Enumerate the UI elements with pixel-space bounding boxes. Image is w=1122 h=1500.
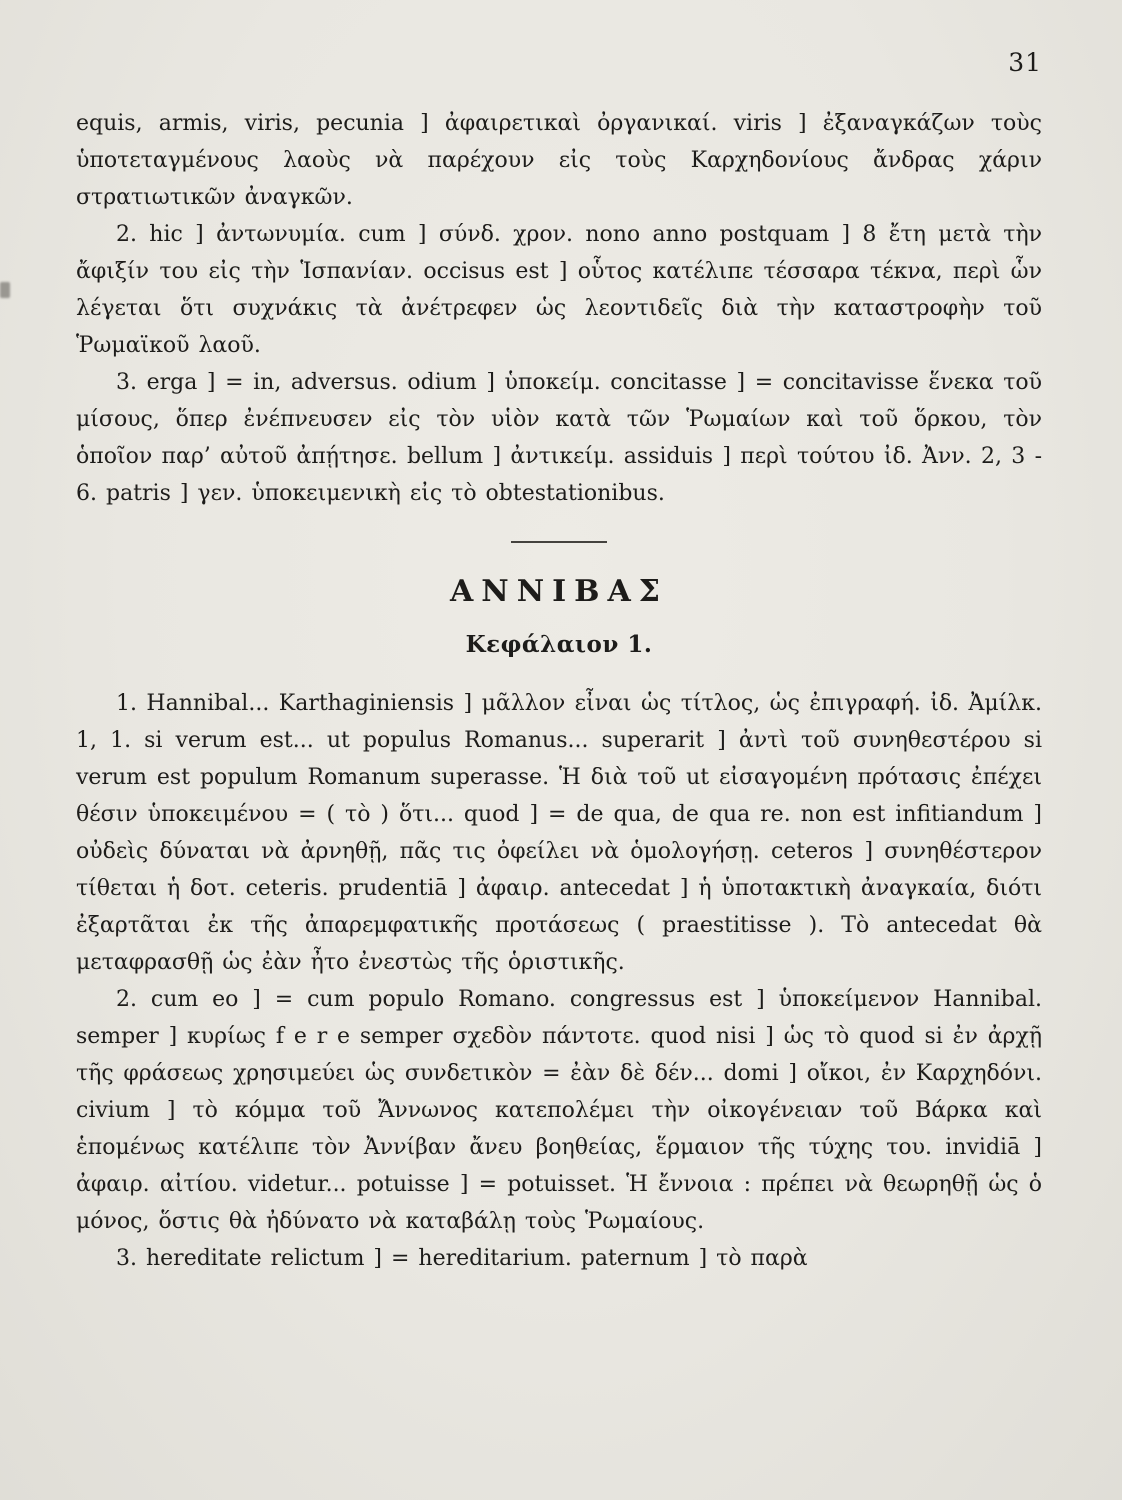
commentary-paragraph-equis: equis, armis, viris, pecunia ] ἀφαιρετικαὶ ὀργανικαί. viris ] ἐξαναγκάζων τοὺς ὑποτεταγμένους λαοὺς νὰ παρέχουν εἰς τοὺς Καρχηδονίους ἄνδρας χάριν στρατιωτικῶν ἀναγκῶν. xyxy=(76,111,1042,210)
chapter-paragraph-3-hereditate: 3. hereditate relictum ] = hereditarium. paternum ] τὸ παρὰ xyxy=(116,1246,808,1272)
chapter-body xyxy=(76,685,1042,1277)
chapter-subtitle: Κεφάλαιον 1. xyxy=(465,631,653,658)
commentary-paragraph-2-hic: 2. hic ] ἀντωνυμία. cum ] σύνδ. χρον. nono anno postquam ] 8 ἔτη μετὰ τὴν ἄφιξίν του εἰς τὴν Ἱσπανίαν. occisus est ] οὗτος κατέλιπε τέσσαρα τέκνα, περὶ ὧν λέγεται ὅτι συχνάκις τὰ ἀνέτρεφεν ὡς λεοντιδεῖς διὰ τὴν καταστροφὴν τοῦ Ῥωμαϊκοῦ λαοῦ. xyxy=(76,222,1042,358)
page-number: 31 xyxy=(1008,48,1042,77)
commentary-paragraph-3-erga: 3. erga ] = in, adversus. odium ] ὑποκείμ. concitasse ] = concitavisse ἕνεκα τοῦ μίσους, ὅπερ ἐνέπνευσεν εἰς τὸν υἱὸν κατὰ τῶν Ῥωμαίων καὶ τοῦ ὅρκου, τὸν ὁποῖον παρ’ αὐτοῦ ἀπῄτησε. bellum ] ἀντικείμ. assiduis ] περὶ τούτου ἰδ. Ἀνν. 2, 3 - 6. patris ] γεν. ὑποκειμενικὴ εἰς τὸ obtestationibus. xyxy=(76,370,1042,506)
chapter-paragraph-1-hannibal: 1. Hannibal... Karthaginiensis ] μᾶλλον εἶναι ὡς τίτλος, ὡς ἐπιγραφή. ἰδ. Ἀμίλκ. 1, 1. si verum est... ut populus Romanus... superarit ] ἀντὶ τοῦ συνηθεστέρου si verum est populum Romanum superasse. Ἡ διὰ τοῦ ut εἰσαγομένη πρότασις ἐπέχει θέσιν ὑποκειμένου = ( τὸ ) ὅτι... quod ] = de qua, de qua re. non est infitiandum ] οὐδεὶς δύναται νὰ ἀρνηθῇ, πᾶς τις ὀφείλει νὰ ὁμολογήσῃ. ceteros ] συνηθέστερον τίθεται ἡ δοτ. ceteris. prudentiā ] ἀφαιρ. antecedat ] ἡ ὑποτακτικὴ ἀναγκαία, διότι ἐξαρτᾶται ἐκ τῆς ἀπαρεμφατικῆς προτάσεως ( praestitisse ). Τὸ antecedat θὰ μεταφρασθῇ ὡς ἐὰν ἦτο ἐνεστὼς τῆς ὁριστικῆς. xyxy=(76,691,1042,976)
chapter-paragraph-2-cum-eo: 2. cum eo ] = cum populo Romano. congressus est ] ὑποκείμενον Hannibal. semper ] κυρίως f e r e semper σχεδὸν πάντοτε. quod nisi ] ὡς τὸ quod si ἐν ἀρχῇ τῆς φράσεως χρησιμεύει ὡς συνδετικὸν = ἐὰν δὲ δέν... domi ] οἴκοι, ἐν Καρχηδόνι. civium ] τὸ κόμμα τοῦ Ἄννωνος κατεπολέμει τὴν οἰκογένειαν τοῦ Βάρκα καὶ ἑπομένως κατέλιπε τὸν Ἀννίβαν ἄνευ βοηθείας, ἕρμαιον τῆς τύχης του. invidiā ] ἀφαιρ. αἰτίου. videtur... potuisse ] = potuisset. Ἡ ἔννοια : πρέπει νὰ θεωρηθῇ ὡς ὁ μόνος, ὅστις θὰ ἠδύνατο νὰ καταβάλῃ τοὺς Ῥωμαίους. xyxy=(76,987,1042,1235)
text-block xyxy=(76,105,1042,1277)
scan-smudge xyxy=(0,282,10,298)
chapter-title: ΑΝΝΙΒΑΣ xyxy=(450,574,668,609)
section-divider xyxy=(511,541,607,543)
